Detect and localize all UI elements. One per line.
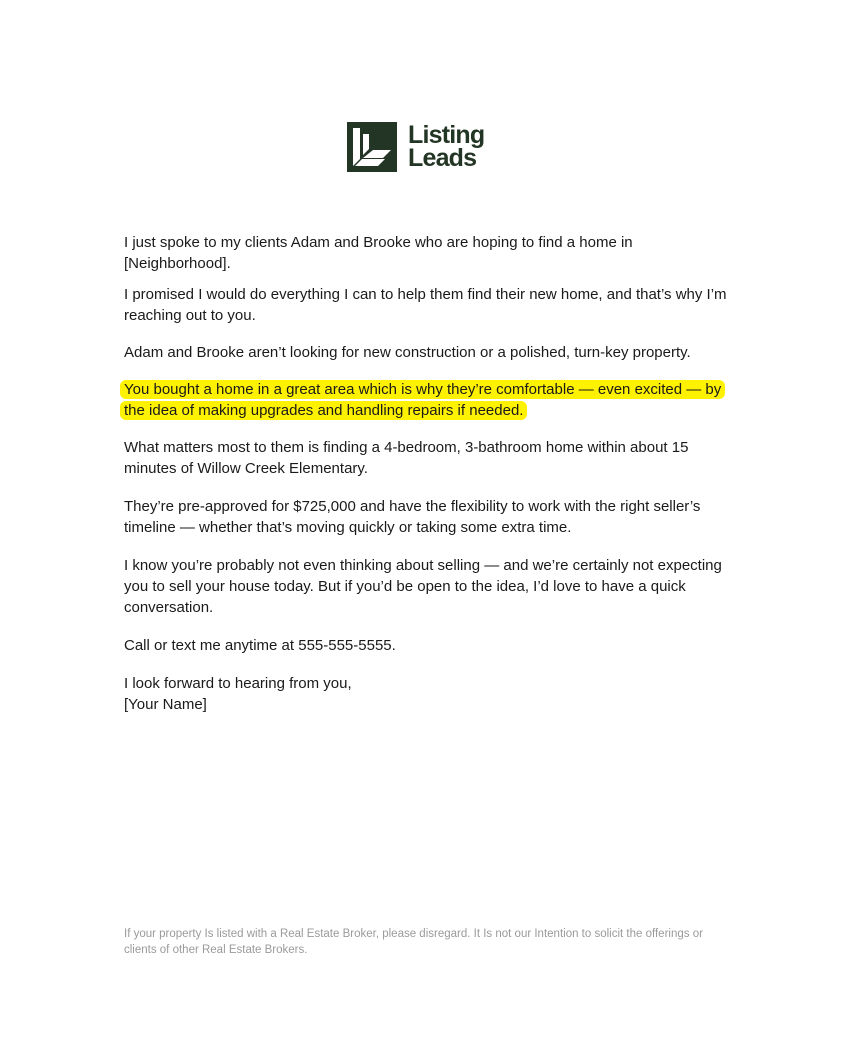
letter-body: [124, 232, 728, 715]
brand-name-line1: Listing: [408, 121, 485, 149]
footer-disclaimer: If your property Is listed with a Real Estate Broker, please disregard. It Is not our Intention to solicit the offerings or clients of other Real Estate Brokers.: [124, 928, 703, 956]
highlight-text: You bought a home in a great area which is why they’re comfortable — even excited — by the idea of making upgrades and handling repairs if needed.: [120, 380, 725, 420]
brand-name-line2: Leads: [408, 144, 477, 172]
highlighted-paragraph: [124, 379, 728, 421]
contact-paragraph: Call or text me anytime at 555-555-5555.: [124, 637, 396, 654]
letter-paragraph: Adam and Brooke aren’t looking for new construction or a polished, turn-key property.: [124, 344, 691, 361]
letter-paragraph: I just spoke to my clients Adam and Brooke who are hoping to find a home in [Neighborhood].: [124, 234, 633, 272]
letter-closing: I look forward to hearing from you,: [124, 675, 352, 692]
listing-leads-logo-icon: [347, 122, 397, 172]
letter-paragraph: I promised I would do everything I can to help them find their new home, and that’s why I’m reaching out to you.: [124, 286, 727, 324]
letter-paragraph: What matters most to them is finding a 4-bedroom, 3-bathroom home within about 15 minutes of Willow Creek Elementary.: [124, 439, 689, 477]
letter-paragraph: They’re pre-approved for $725,000 and have the flexibility to work with the right seller’s timeline — whether that’s moving quickly or taking some extra time.: [124, 498, 701, 536]
letter-paragraph: I know you’re probably not even thinking about selling — and we’re certainly not expecting you to sell your house today. But if you’d be open to the idea, I’d love to have a quick conversation.: [124, 557, 722, 616]
brand-logo: [347, 121, 507, 173]
brand-wordmark: [408, 121, 485, 172]
letter-signature: [Your Name]: [124, 696, 207, 713]
